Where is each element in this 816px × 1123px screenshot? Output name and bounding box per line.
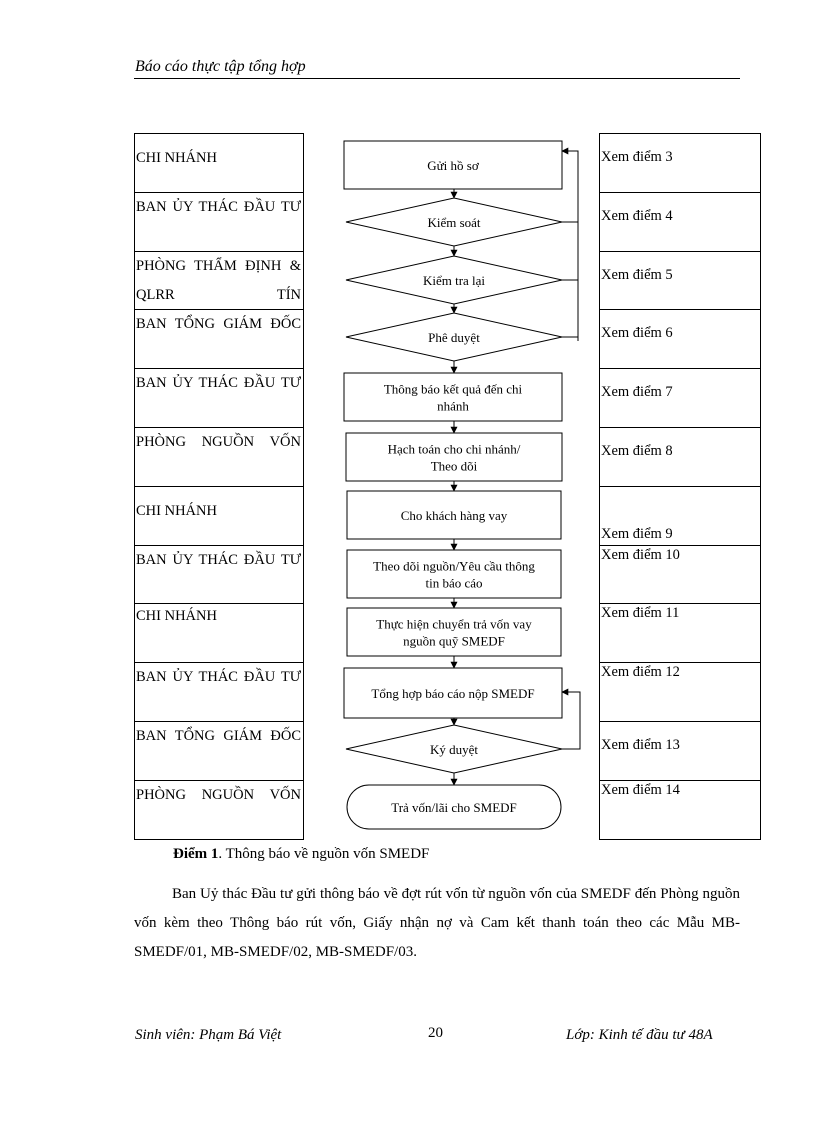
process-box: [344, 373, 562, 421]
body-paragraph: Ban Uỷ thác Đầu tư gửi thông báo về đợt rút vốn từ nguồn vốn của SMEDF đến Phòng nguồn vốn kèm theo Thông báo rút vốn, Giấy nhận nợ và Cam kết thanh toán theo các Mẫu MB-SMEDF/01, MB-SMEDF/02, MB-SMEDF/03.: [134, 886, 740, 960]
step-label: Trả vốn/lãi cho SMEDF: [391, 800, 517, 815]
process-box: [347, 608, 561, 656]
department-cell: BAN TỔNG GIÁM ĐỐC: [135, 310, 303, 369]
step-label: nhánh: [437, 398, 469, 414]
caption-rest: . Thông báo về nguồn vốn SMEDF: [218, 846, 430, 862]
caption-bold: Điểm 1: [173, 846, 219, 862]
step-label: Ký duyệt: [429, 742, 479, 757]
caption: [173, 846, 429, 863]
process-box: [346, 433, 562, 481]
department-cell: CHI NHÁNH: [135, 134, 303, 193]
reference-cell: Xem điểm 3: [600, 134, 760, 193]
reference-cell: Xem điểm 14: [600, 781, 760, 840]
department-cell: BAN TỔNG GIÁM ĐỐC: [135, 722, 303, 781]
step-label: Tổng hợp báo cáo nộp SMEDF: [371, 686, 535, 701]
department-cell: BAN ỦY THÁC ĐẦU TƯ: [135, 663, 303, 722]
footer-class: Lớp: Kinh tế đầu tư 48A: [566, 1027, 713, 1043]
department-cell: CHI NHÁNH: [135, 487, 303, 546]
step-label: Theo dõi: [430, 458, 478, 474]
feedback-arrow: [562, 692, 580, 749]
reference-cell: Xem điểm 11: [600, 604, 760, 663]
step-label: Hạch toán cho chi nhánh/: [387, 441, 521, 457]
reference-cell: Xem điểm 4: [600, 193, 760, 252]
step-label: Kiểm tra lại: [422, 273, 486, 288]
feedback-arrow: [562, 151, 578, 341]
reference-cell: Xem điểm 7: [600, 369, 760, 428]
step-label: Thông báo kết quả đến chi: [383, 381, 523, 397]
step-label: Phê duyệt: [428, 330, 480, 345]
department-cell: PHÒNG THẨM ĐỊNH & QLRR TÍN: [135, 252, 303, 311]
step-label: Gửi hồ sơ: [427, 158, 479, 173]
reference-cell: Xem điểm 5: [600, 252, 760, 311]
step-label: nguồn quỹ SMEDF: [403, 633, 505, 649]
header-title: Báo cáo thực tập tổng hợp: [135, 58, 306, 75]
reference-cell: Xem điểm 12: [600, 663, 760, 722]
step-label: Thực hiện chuyển trả vốn vay: [376, 616, 532, 632]
department-cell: BAN ỦY THÁC ĐẦU TƯ: [135, 193, 303, 252]
department-cell: BAN ỦY THÁC ĐẦU TƯ: [135, 546, 303, 605]
process-box: [347, 550, 561, 598]
reference-cell: Xem điểm 6: [600, 310, 760, 369]
reference-cell: Xem điểm 13: [600, 722, 760, 781]
step-label: Kiểm soát: [427, 215, 481, 230]
page-number: 20: [428, 1025, 443, 1041]
department-cell: PHÒNG NGUỒN VỐN: [135, 428, 303, 487]
reference-cell: Xem điểm 10: [600, 546, 760, 605]
footer-student: Sinh viên: Phạm Bá Việt: [135, 1027, 282, 1043]
reference-cell: Xem điểm 9: [600, 487, 760, 546]
step-label: tin báo cáo: [425, 575, 483, 591]
step-label: Cho khách hàng vay: [400, 508, 508, 523]
department-cell: CHI NHÁNH: [135, 604, 303, 663]
department-cell: BAN ỦY THÁC ĐẦU TƯ: [135, 369, 303, 428]
reference-cell: Xem điểm 8: [600, 428, 760, 487]
department-cell: PHÒNG NGUỒN VỐN: [135, 781, 303, 840]
step-label: Theo dõi nguồn/Yêu cầu thông: [373, 558, 535, 574]
